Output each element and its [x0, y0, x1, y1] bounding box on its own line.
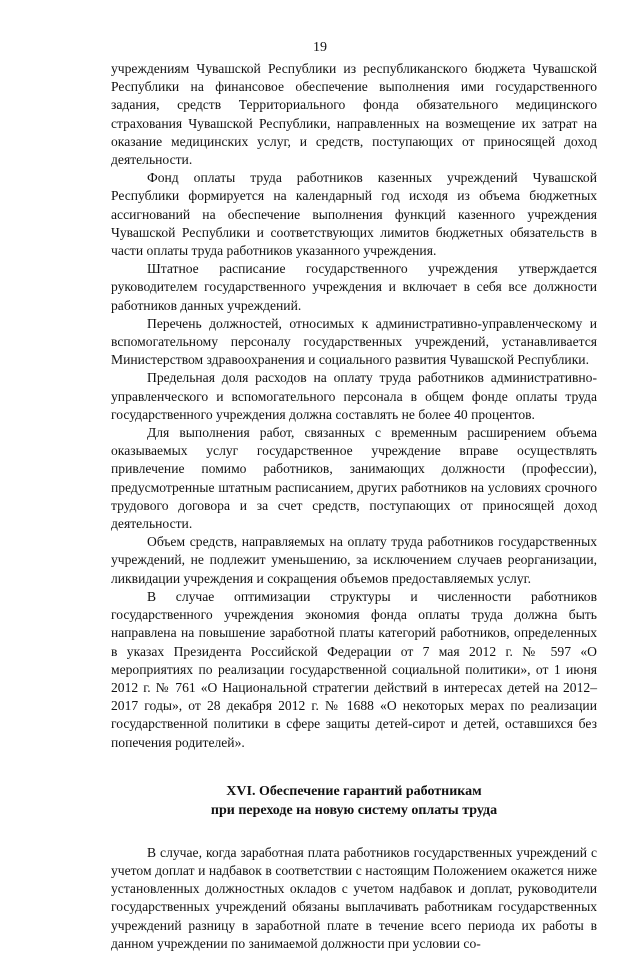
paragraph: Перечень должностей, относимых к административно-управленческому и вспомогательному персоналу государственных учреждений, устанавливается Министерством здравоохранения и социального развития Чувашской Республики. — [111, 315, 597, 368]
paragraph: Штатное расписание государственного учреждения утверждается руководителем государственного учреждения и включает в себя все должности работников данных учреждений. — [111, 261, 597, 313]
document-body — [111, 60, 597, 953]
paragraph: Для выполнения работ, связанных с временным расширением объема оказываемых услуг государственное учреждение вправе осуществлять привлечение помимо работников, занимающих должности (профессии), предусмотренные штатным расписанием, других работников на условиях срочного трудового договора и за счет средств, поступающих от приносящей доход деятельности. — [111, 425, 597, 532]
section-heading-line-1: XVI. Обеспечение гарантий работникам — [226, 783, 482, 799]
paragraphs-after-heading — [111, 844, 597, 953]
page-number: 19 — [313, 40, 327, 55]
section-heading — [111, 782, 597, 820]
paragraph: Объем средств, направляемых на оплату труда работников государственных учреждений, не подлежит уменьшению, за исключением случаев реорганизации, ликвидации учреждения и сокращения объемов предоставляемых услуг. — [111, 534, 597, 586]
paragraph: учреждениям Чувашской Республики из республиканского бюджета Чувашской Республики на финансовое обеспечение выполнения ими государственного задания, средств Территориального фонда обязательного медицинского страхования Чувашской Республики, направленных на возмещение их затрат на оказание медицинских услуг, и средств, поступающих от приносящей доход деятельности. — [111, 61, 597, 168]
paragraphs-before-heading — [111, 60, 597, 752]
paragraph: Фонд оплаты труда работников казенных учреждений Чувашской Республики формируется на календарный год исходя из объема бюджетных ассигнований на обеспечение выполнения функций казенного учреждения Чувашской Республики и соответствующих лимитов бюджетных обязательств в части оплаты труда работников указанного учреждения. — [111, 170, 597, 259]
section-heading-line-2: при переходе на новую систему оплаты труда — [210, 802, 498, 818]
paragraph: Предельная доля расходов на оплату труда работников административно-управленческого и вспомогательного персонала в общем фонде оплаты труда государственного учреждения должна составлять не более 40 процентов. — [111, 370, 597, 422]
paragraph: В случае оптимизации структуры и численности работников государственного учреждения экономия фонда оплаты труда должна быть направлена на повышение заработной платы категорий работников, определенных в указах Президента Российской Федерации от 7 мая 2012 г. № 597 «О мероприятиях по реализации государственной социальной политики», от 1 июня 2012 г. № 761 «О Национальной стратегии действий в интересах детей на 2012–2017 годы», от 28 декабря 2012 г. № 1688 «О некоторых мерах по реализации государственной политики в сфере защиты детей-сирот и детей, оставшихся без попечения родителей». — [111, 588, 597, 750]
paragraph: В случае, когда заработная плата работников государственных учреждений с учетом доплат и надбавок в соответствии с настоящим Положением окажется ниже установленных должностных окладов с учетом надбавок и доплат, руководители государственных учреждений обязаны выплачивать работникам государственных учреждений разницу в заработной плате в течение всего периода их работы в данном учреждении по занимаемой должности при условии со- — [111, 844, 597, 951]
